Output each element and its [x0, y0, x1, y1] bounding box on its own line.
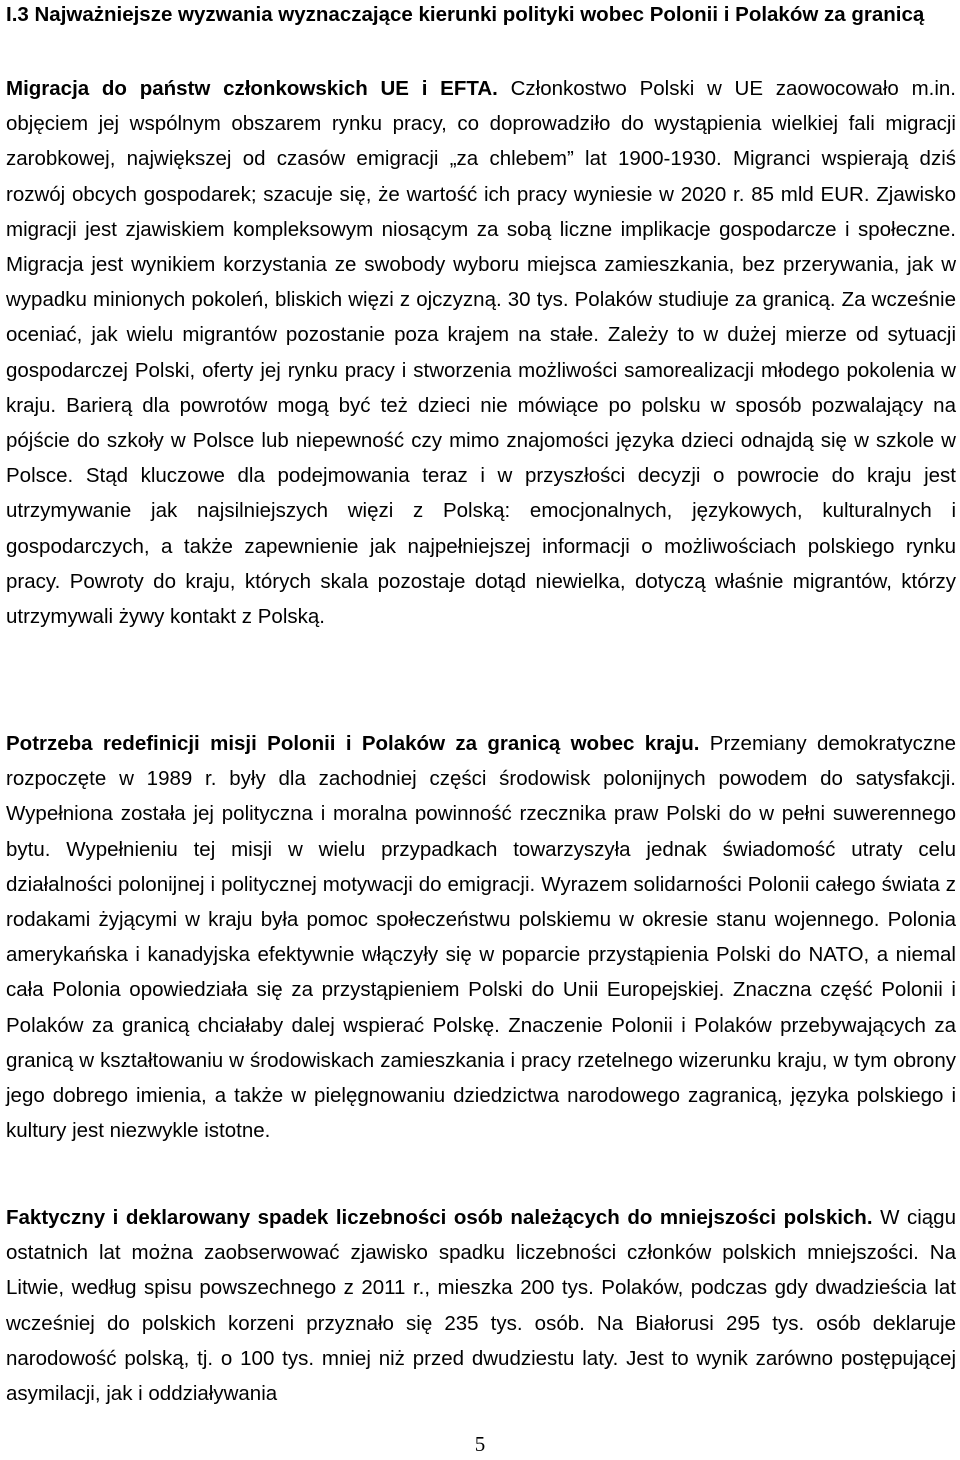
paragraph-heading: Potrzeba redefinicji misji Polonii i Polaków za granicą wobec kraju. — [6, 732, 700, 755]
paragraph-heading: Migracja do państw członkowskich UE i EFTA. — [6, 77, 498, 100]
paragraph-heading: Faktyczny i deklarowany spadek liczebności osób należących do mniejszości polskich. — [6, 1206, 873, 1229]
paragraph-minority-decline — [6, 1200, 956, 1411]
paragraph-body: Członkostwo Polski w UE zaowocowało m.in. objęciem jej wspólnym obszarem rynku pracy, co doprowadziło do wystąpienia wielkiej fali migracji zarobkowej, największej od czasów emigracji „za chlebem” lat 1900-1930. Migranci wspierają dziś rozwój obcych gospodarek; szacuje się, że wartość ich pracy wyniesie w 2020 r. 85 mld EUR. Zjawisko migracji jest zjawiskiem kompleksowym niosącym za sobą liczne implikacje gospodarcze i społeczne. Migracja jest wynikiem korzystania ze swobody wyboru miejsca zamieszkania, bez przerywania, jak w wypadku minionych pokoleń, bliskich więzi z ojczyzną. 30 tys. Polaków studiuje za granicą. Za wcześnie oceniać, jak wielu migrantów pozostanie poza krajem na stałe. Zależy to w dużej mierze od sytuacji gospodarczej Polski, oferty jej rynku pracy i stworzenia możliwości samorealizacji młodego pokolenia w kraju. Barierą dla powrotów mogą być też dzieci nie mówiące po polsku w sposób pozwalający na pójście do szkoły w Polsce lub niepewność czy mimo znajomości języka dzieci odnajdą się w szkole w Polsce. Stąd kluczowe dla podejmowania teraz i w przyszłości decyzji o powrocie do kraju jest utrzymywanie jak najsilniejszych więzi z Polską: emocjonalnych, językowych, kulturalnych i gospodarczych, a także zapewnienie jak najpełniejszej informacji o możliwościach polskiego rynku pracy. Powroty do kraju, których skala pozostaje dotąd niewielka, dotyczą właśnie migrantów, którzy utrzymywali żywy kontakt z Polską. — [6, 77, 957, 629]
page-number: 5 — [474, 1432, 486, 1456]
paragraph-migration — [6, 71, 956, 634]
section-title: I.3 Najważniejsze wyzwania wyznaczające kierunki polityki wobec Polonii i Polaków za granicą — [6, 3, 925, 26]
paragraph-mission — [6, 726, 956, 1148]
paragraph-body: Przemiany demokratyczne rozpoczęte w 1989 r. były dla zachodniej części środowisk polonijnych powodem do satysfakcji. Wypełniona została jej polityczna i moralna powinność rzecznika praw Polski do w pełni suwerennego bytu. Wypełnieniu tej misji w wielu przypadkach towarzyszyła jednak świadomość utraty celu działalności polonijnej i politycznej motywacji do emigracji. Wyrazem solidarności Polonii całego świata z rodakami żyjącymi w kraju była pomoc społeczeństwu polskiemu w okresie stanu wojennego. Polonia amerykańska i kanadyjska efektywnie włączyły się w poparcie przystąpienia Polski do NATO, a niemal cała Polonia opowiedziała się za przystąpieniem Polski do Unii Europejskiej. Znaczna część Polonii i Polaków za granicą chciałaby dalej wspierać Polskę. Znaczenie Polonii i Polaków przebywających za granicą w kształtowaniu w środowiskach zamieszkania i pracy rzetelnego wizerunku kraju, w tym obrony jego dobrego imienia, a także w pielęgnowaniu dziedzictwa narodowego zagranicą, języka polskiego i kultury jest niezwykle istotne. — [6, 732, 956, 1143]
paragraph-body: W ciągu ostatnich lat można zaobserwować zjawisko spadku liczebności członków polskich mniejszości. Na Litwie, według spisu powszechnego z 2011 r., mieszka 200 tys. Polaków, podczas gdy dwadzieścia lat wcześniej do polskich korzeni przyznało się 235 tys. osób. Na Białorusi 295 tys. osób deklaruje narodowość polską, tj. o 100 tys. mniej niż przed dwudziestu laty. Jest to wynik zarówno postępującej asymilacji, jak i oddziaływania — [6, 1206, 956, 1406]
